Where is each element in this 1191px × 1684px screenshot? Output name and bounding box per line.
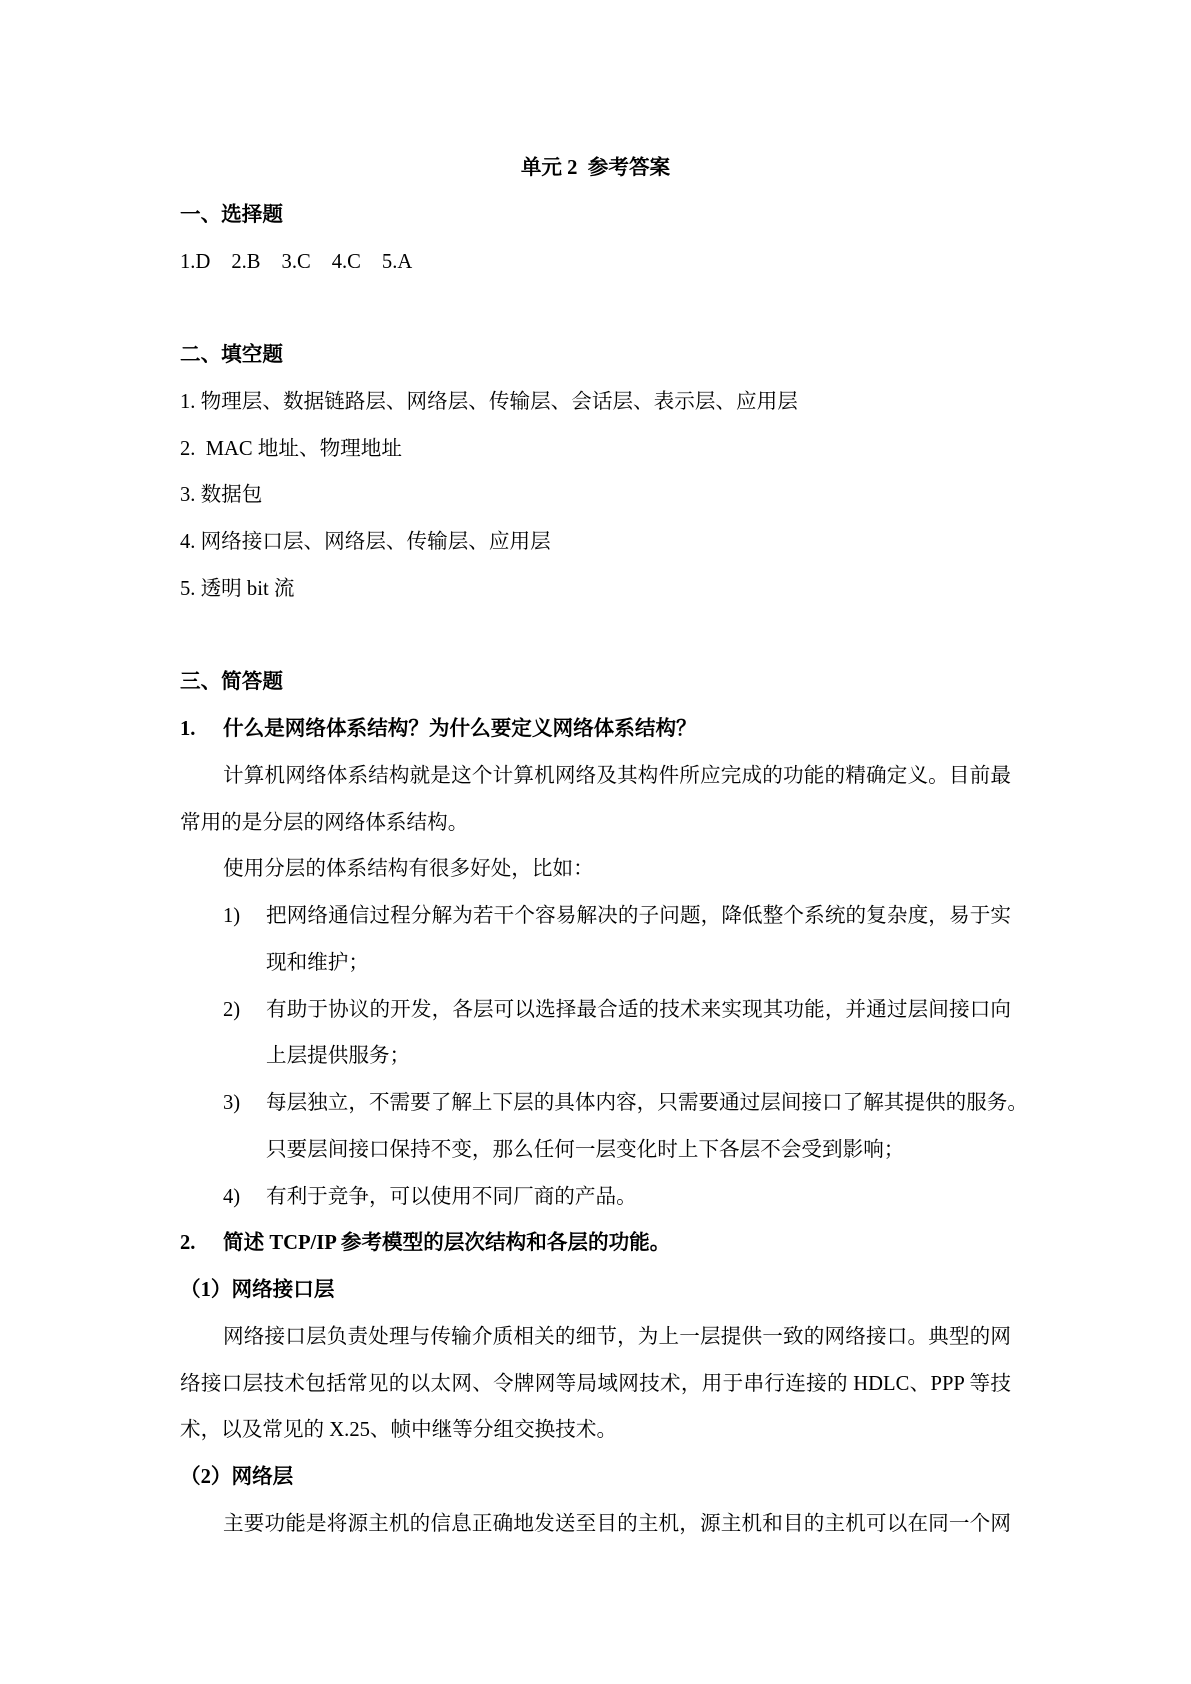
section-heading-choice: 一、选择题 xyxy=(180,203,283,226)
document-content xyxy=(180,145,1028,1548)
question-2 xyxy=(180,1220,1011,1267)
list-marker: 1) xyxy=(223,905,241,927)
paragraph-line: 使用分层的体系结构有很多好处，比如： xyxy=(223,858,594,881)
section-heading-essay: 三、简答题 xyxy=(180,671,283,694)
section-heading-fill: 二、填空题 xyxy=(180,344,283,366)
blank-line xyxy=(180,285,1011,332)
list-item-text: 有助于协议的开发，各层可以选择最合适的技术来实现其功能，并通过层间接口向 xyxy=(266,998,1011,1021)
choice-answer: 5.A xyxy=(381,250,413,273)
list-item xyxy=(180,987,1011,1034)
choice-answer: 2.B xyxy=(231,250,261,273)
choice-answer: 3.C xyxy=(281,250,311,273)
list-item-text: 把网络通信过程分解为若干个容易解决的子问题，降低整个系统的复杂度，易于实 xyxy=(266,905,1011,927)
question-number: 2. xyxy=(180,1232,196,1255)
subheading: （1）网络接口层 xyxy=(180,1279,335,1301)
fill-answer: 4. 网络接口层、网络层、传输层、应用层 xyxy=(180,531,551,553)
list-item-continuation: 上层提供服务； xyxy=(266,1045,411,1068)
list-item-text: 有利于竞争，可以使用不同厂商的产品。 xyxy=(266,1185,637,1208)
subheading: （2）网络层 xyxy=(180,1466,294,1488)
list-marker: 3) xyxy=(223,1092,241,1114)
list-item-text: 每层独立，不需要了解上下层的具体内容，只需要通过层间接口了解其提供的服务。 xyxy=(266,1092,1028,1114)
choice-answer: 1.D xyxy=(180,250,211,273)
list-item xyxy=(180,1080,1028,1127)
page-title: 单元 2 参考答案 xyxy=(520,157,671,179)
list-item xyxy=(180,893,1011,940)
paragraph-line: 术，以及常见的 X.25、帧中继等分组交换技术。 xyxy=(180,1419,618,1442)
list-item-continuation: 现和维护； xyxy=(266,951,369,974)
question-text: 什么是网络体系结构？为什么要定义网络体系结构？ xyxy=(223,718,697,740)
fill-answer: 5. 透明 bit 流 xyxy=(180,577,295,600)
list-item-continuation: 只要层间接口保持不变，那么任何一层变化时上下各层不会受到影响； xyxy=(266,1138,905,1161)
list-marker: 4) xyxy=(223,1185,241,1208)
paragraph-line: 网络接口层负责处理与传输介质相关的细节，为上一层提供一致的网络接口。典型的网 xyxy=(223,1325,1011,1348)
question-number: 1. xyxy=(180,718,196,740)
list-item xyxy=(180,1174,1011,1221)
question-text: 简述 TCP/IP 参考模型的层次结构和各层的功能。 xyxy=(223,1232,671,1255)
list-marker: 2) xyxy=(223,998,241,1021)
paragraph-line: 主要功能是将源主机的信息正确地发送至目的主机，源主机和目的主机可以在同一个网 xyxy=(223,1512,1011,1535)
paragraph-line: 常用的是分层的网络体系结构。 xyxy=(180,811,469,834)
fill-answer: 3. 数据包 xyxy=(180,484,263,507)
fill-answer: 1. 物理层、数据链路层、网络层、传输层、会话层、表示层、应用层 xyxy=(180,390,798,413)
fill-answer: 2. MAC 地址、物理地址 xyxy=(180,437,402,460)
paragraph-line: 络接口层技术包括常见的以太网、令牌网等局域网技术，用于串行连接的 HDLC、PPP 等技 xyxy=(180,1372,1011,1395)
choice-answer: 4.C xyxy=(331,250,361,273)
blank-line xyxy=(180,613,1011,660)
question-1 xyxy=(180,706,1011,753)
choice-answers-row xyxy=(180,239,1011,286)
paragraph-line: 计算机网络体系结构就是这个计算机网络及其构件所应完成的功能的精确定义。目前最 xyxy=(223,764,1011,787)
